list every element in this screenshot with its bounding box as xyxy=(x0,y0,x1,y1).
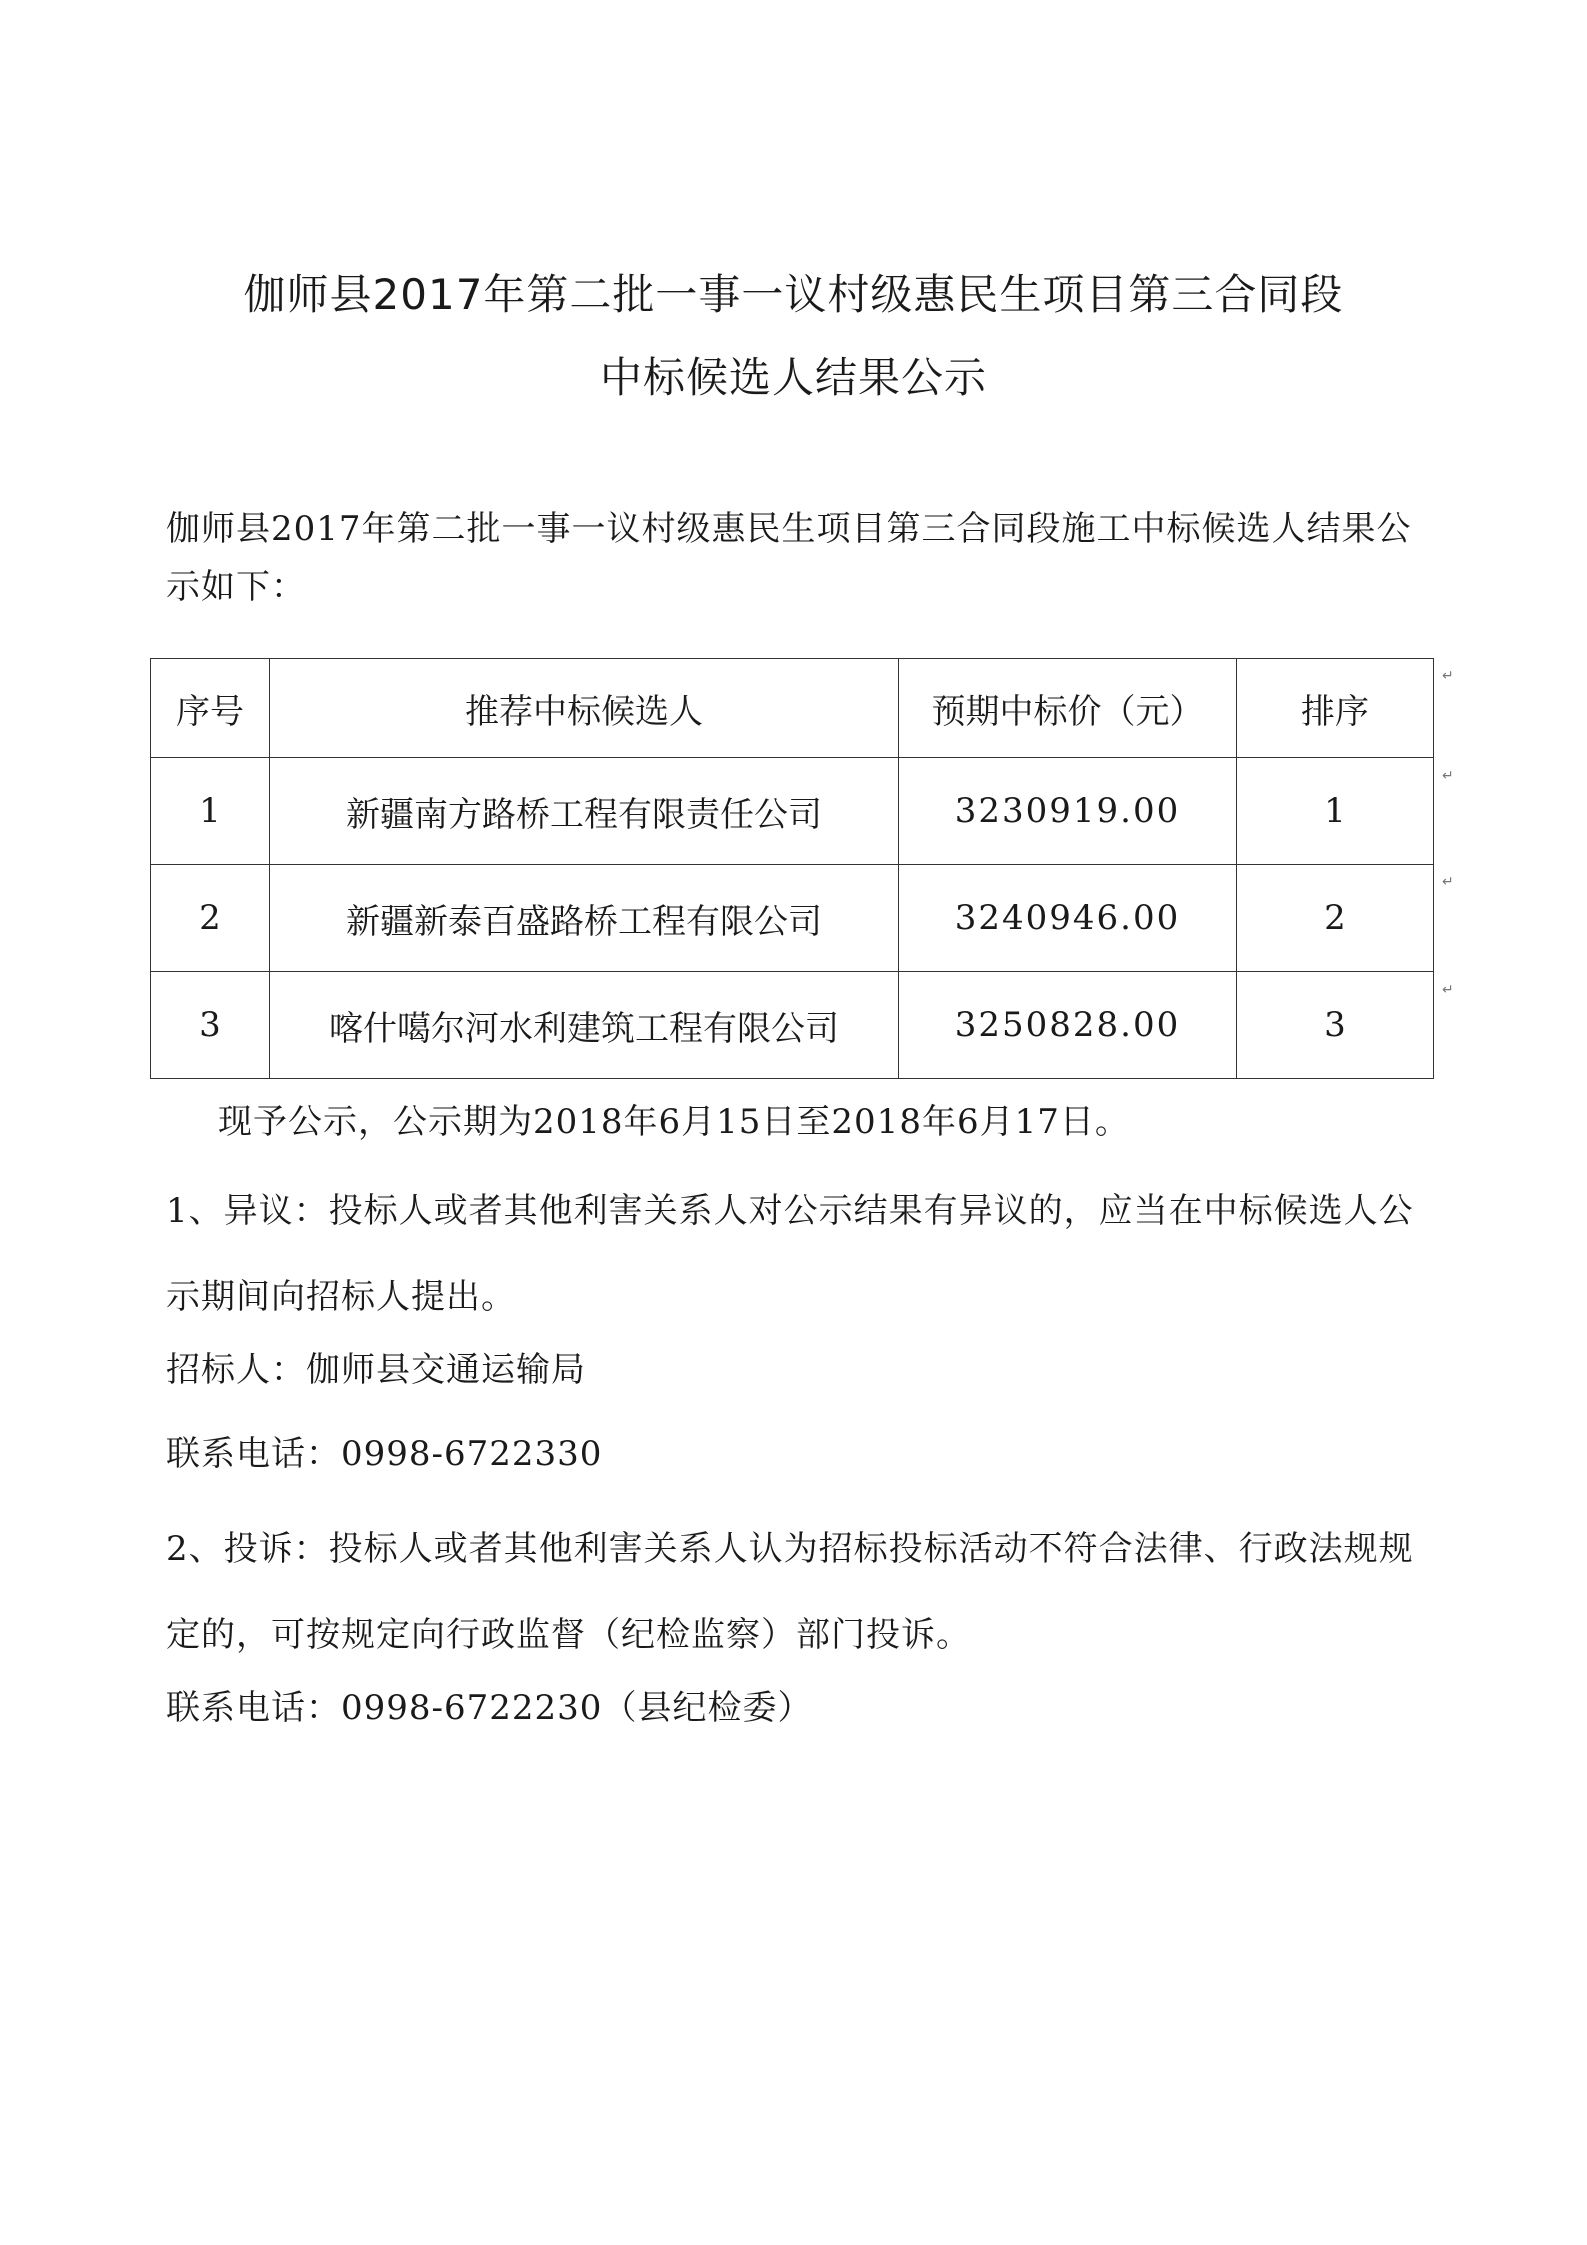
header-price: 预期中标价（元） xyxy=(899,659,1237,758)
contact-phone-1: 联系电话：0998-6722330 xyxy=(166,1434,603,1474)
tenderer-line: 招标人：伽师县交通运输局 xyxy=(166,1350,586,1390)
table-row xyxy=(151,865,1434,972)
cell-candidate: 新疆新泰百盛路桥工程有限公司 xyxy=(270,865,899,972)
document-title-line1: 伽师县2017年第二批一事一议村级惠民生项目第三合同段 xyxy=(243,270,1344,319)
cell-rank: 1 xyxy=(1237,758,1434,865)
table-row xyxy=(151,758,1434,865)
cell-price: 3240946.00 xyxy=(899,865,1237,972)
row-end-mark: ↵ xyxy=(1442,982,1454,998)
header-candidate: 推荐中标候选人 xyxy=(270,659,899,758)
intro-paragraph: 伽师县2017年第二批一事一议村级惠民生项目第三合同段施工中标候选人结果公示如下： xyxy=(166,509,1412,607)
row-end-mark: ↵ xyxy=(1442,874,1454,890)
objection-paragraph: 1、异议：投标人或者其他利害关系人对公示结果有异议的，应当在中标候选人公示期间向招标人提出。 xyxy=(166,1191,1414,1317)
cell-no: 2 xyxy=(151,865,270,972)
cell-price: 3250828.00 xyxy=(899,972,1237,1079)
row-end-mark: ↵ xyxy=(1442,668,1454,684)
header-rank: 排序 xyxy=(1237,659,1434,758)
contact-phone-2: 联系电话：0998-6722230（县纪检委） xyxy=(166,1688,813,1728)
cell-no: 3 xyxy=(151,972,270,1079)
document-title-line2: 中标候选人结果公示 xyxy=(599,353,987,402)
candidate-table xyxy=(150,658,1434,1079)
header-no: 序号 xyxy=(151,659,270,758)
complaint-paragraph: 2、投诉：投标人或者其他利害关系人认为招标投标活动不符合法律、行政法规规定的，可按规定向行政监督（纪检监察）部门投诉。 xyxy=(166,1529,1414,1655)
cell-price: 3230919.00 xyxy=(899,758,1237,865)
table-header-row xyxy=(151,659,1434,758)
cell-rank: 2 xyxy=(1237,865,1434,972)
row-end-mark: ↵ xyxy=(1442,768,1454,784)
cell-no: 1 xyxy=(151,758,270,865)
cell-candidate: 喀什噶尔河水利建筑工程有限公司 xyxy=(270,972,899,1079)
cell-rank: 3 xyxy=(1237,972,1434,1079)
table-row xyxy=(151,972,1434,1079)
cell-candidate: 新疆南方路桥工程有限责任公司 xyxy=(270,758,899,865)
notice-period: 现予公示，公示期为2018年6月15日至2018年6月17日。 xyxy=(218,1102,1130,1142)
